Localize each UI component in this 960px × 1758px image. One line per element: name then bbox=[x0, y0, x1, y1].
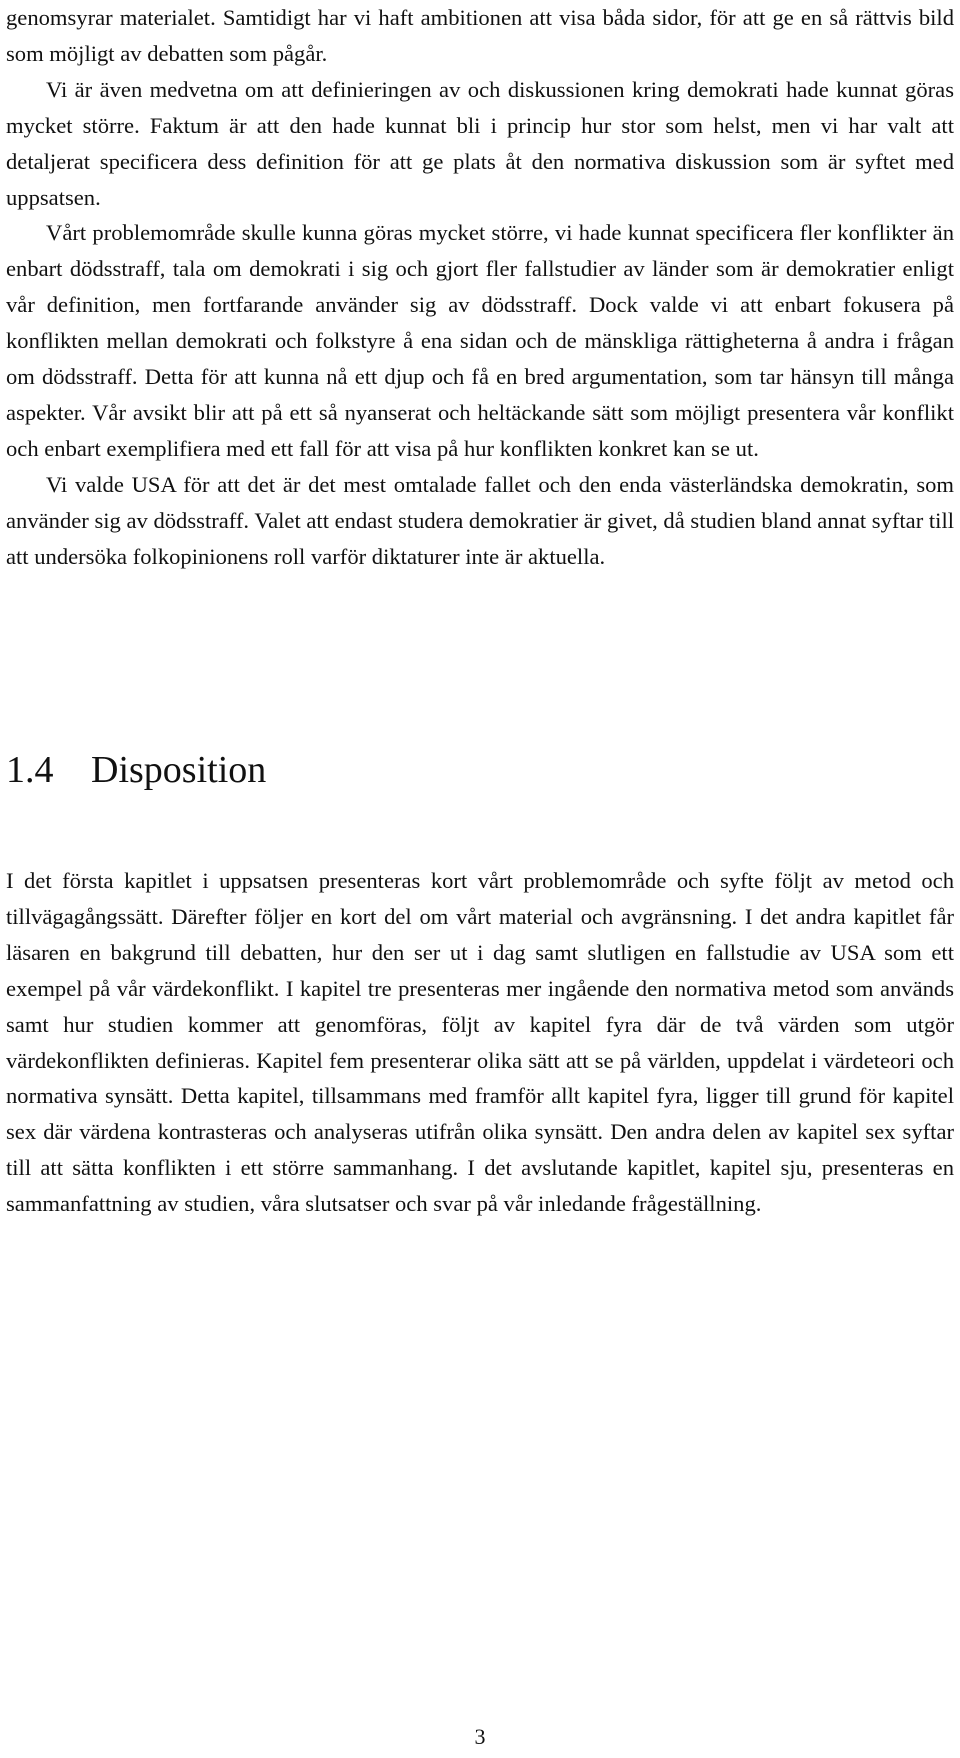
paragraph-4-text: Vi valde USA för att det är det mest omtalade fallet och den enda västerländska demokratin, som använder sig av dödsstraff. Valet att endast studera demokratier är givet, då studien bland annat syftar till att undersöka folkopinionens roll varför diktaturer inte är aktuella. bbox=[6, 471, 954, 569]
paragraph-1-text: genomsyrar materialet. Samtidigt har vi haft ambitionen att visa båda sidor, för att ge en så rättvis bild som möjligt av debatten som pågår. bbox=[6, 5, 954, 66]
section-body bbox=[6, 863, 954, 1222]
paragraph-2-text: Vi är även medvetna om att definieringen av och diskussionen kring demokrati hade kunnat göras mycket större. Faktum är att den hade kunnat bli i princip hur stor som helst, men vi har valt att detaljerat specificera dess definition för att ge plats åt den normativa diskussion som är syftet med uppsatsen. bbox=[6, 76, 954, 210]
section-number: 1.4 bbox=[6, 749, 54, 791]
paragraph-3-text: Vårt problemområde skulle kunna göras mycket större, vi hade kunnat specificera fler konflikter än enbart dödsstraff, tala om demokrati i sig och gjort fler fallstudier av länder som är demokratier enligt vår definition, men fortfarande använder sig av dödsstraff. Dock valde vi att enbart fokusera på konflikten mellan demokrati och folkstyre å ena sidan och de mänskliga rättigheterna å andra i frågan om dödsstraff. Detta för att kunna nå ett djup och få en bred argumentation, som tar hänsyn till många aspekter. Vår avsikt blir att på ett så nyanserat och heltäckande sätt som möjligt presentera vår konflikt och enbart exemplifiera med ett fall för att visa på hur konflikten konkret kan se ut. bbox=[6, 220, 954, 461]
paragraph-1 bbox=[6, 0, 954, 575]
section-heading bbox=[6, 748, 266, 792]
page-number: 3 bbox=[474, 1724, 486, 1749]
section-paragraph: I det första kapitlet i uppsatsen presenteras kort vårt problemområde och syfte följt av metod och tillvägagångssätt. Därefter följer en kort del om vårt material och avgränsning. I det andra kapitlet får läsaren en bakgrund till debatten, hur den ser ut i dag samt slutligen en fallstudie av USA som ett exempel på vår värdekonflikt. I kapitel tre presenteras mer ingående den normativa metod som används samt hur studien kommer att genomföras, följt av kapitel fyra där de två värden som utgör värdekonflikten definieras. Kapitel fem presenterar olika sätt att se på världen, uppdelat i värdeteori och normativa synsätt. Detta kapitel, tillsammans med framför allt kapitel fyra, ligger till grund för kapitel sex där värdena kontrasteras och analyseras utifrån olika synsätt. Den andra delen av kapitel sex syftar till att sätta konflikten i ett större sammanhang. I det avslutande kapitlet, kapitel sju, presenteras en sammanfattning av studien, våra slutsatser och svar på vår inledande frågeställning. bbox=[6, 868, 954, 1217]
body-text bbox=[6, 0, 954, 575]
section-title: Disposition bbox=[91, 749, 267, 791]
